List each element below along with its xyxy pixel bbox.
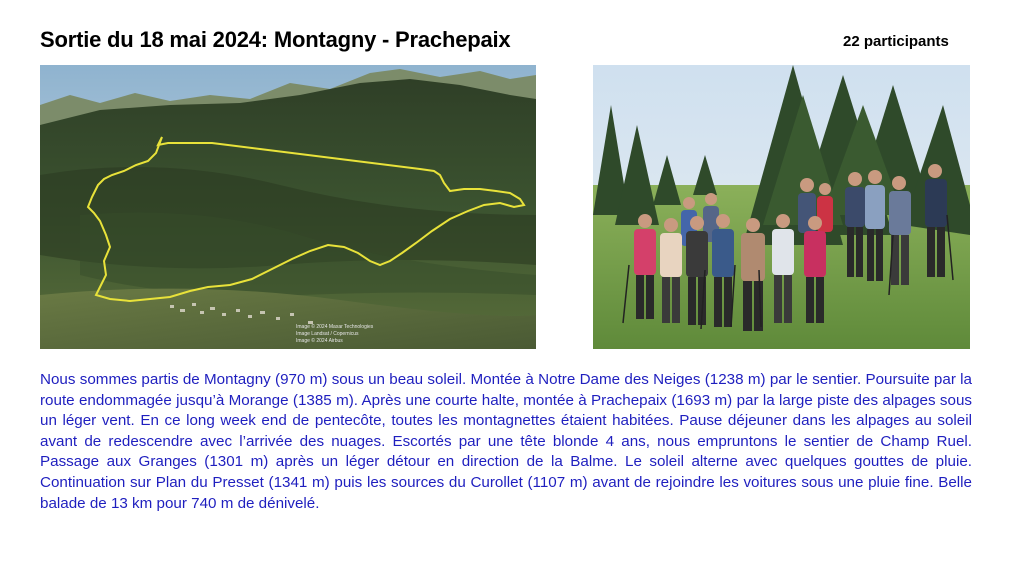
map-credit-3: Image © 2024 Airbus xyxy=(296,338,343,344)
group-photo xyxy=(593,65,970,349)
map-credit-1: Image © 2024 Maxar Technologies xyxy=(296,324,374,330)
outing-description: Nous sommes partis de Montagny (970 m) sous un beau soleil. Montée à Notre Dame des Neiges (1238 m) par le sentier. Poursuite par la route endommagée jusqu’à Morange (1385 m). Après une courte halte, montée à Prachepaix (1693 m) par la large piste des alpages sous un léger vent. En ce long week end de pentecôte, toutes les montagnettes étaient habitées. Pause déjeuner dans les alpages au soleil avant de redescendre avec l’arrivée des nuages. Escortés par une tête blonde 4 ans, nous empruntons le sentier de Champ Ruel. Passage aux Granges (1301 m) après un léger détour en direction de la Balme. Le soleil alterne avec quelques gouttes de pluie. Continuation sur Plan du Presset (1341 m) puis les sources du Curollet (1107 m) avant de rejoindre les voitures sous une pluie fine. Belle balade de 13 km pour 740 m de dénivelé. xyxy=(40,371,972,512)
participants-count: 22 participants xyxy=(843,33,949,50)
slide-title: Sortie du 18 mai 2024: Montagny - Prachepaix xyxy=(40,27,511,52)
aerial-map-photo xyxy=(40,65,536,349)
map-credit-2: Image Landsat / Copernicus xyxy=(296,331,359,337)
